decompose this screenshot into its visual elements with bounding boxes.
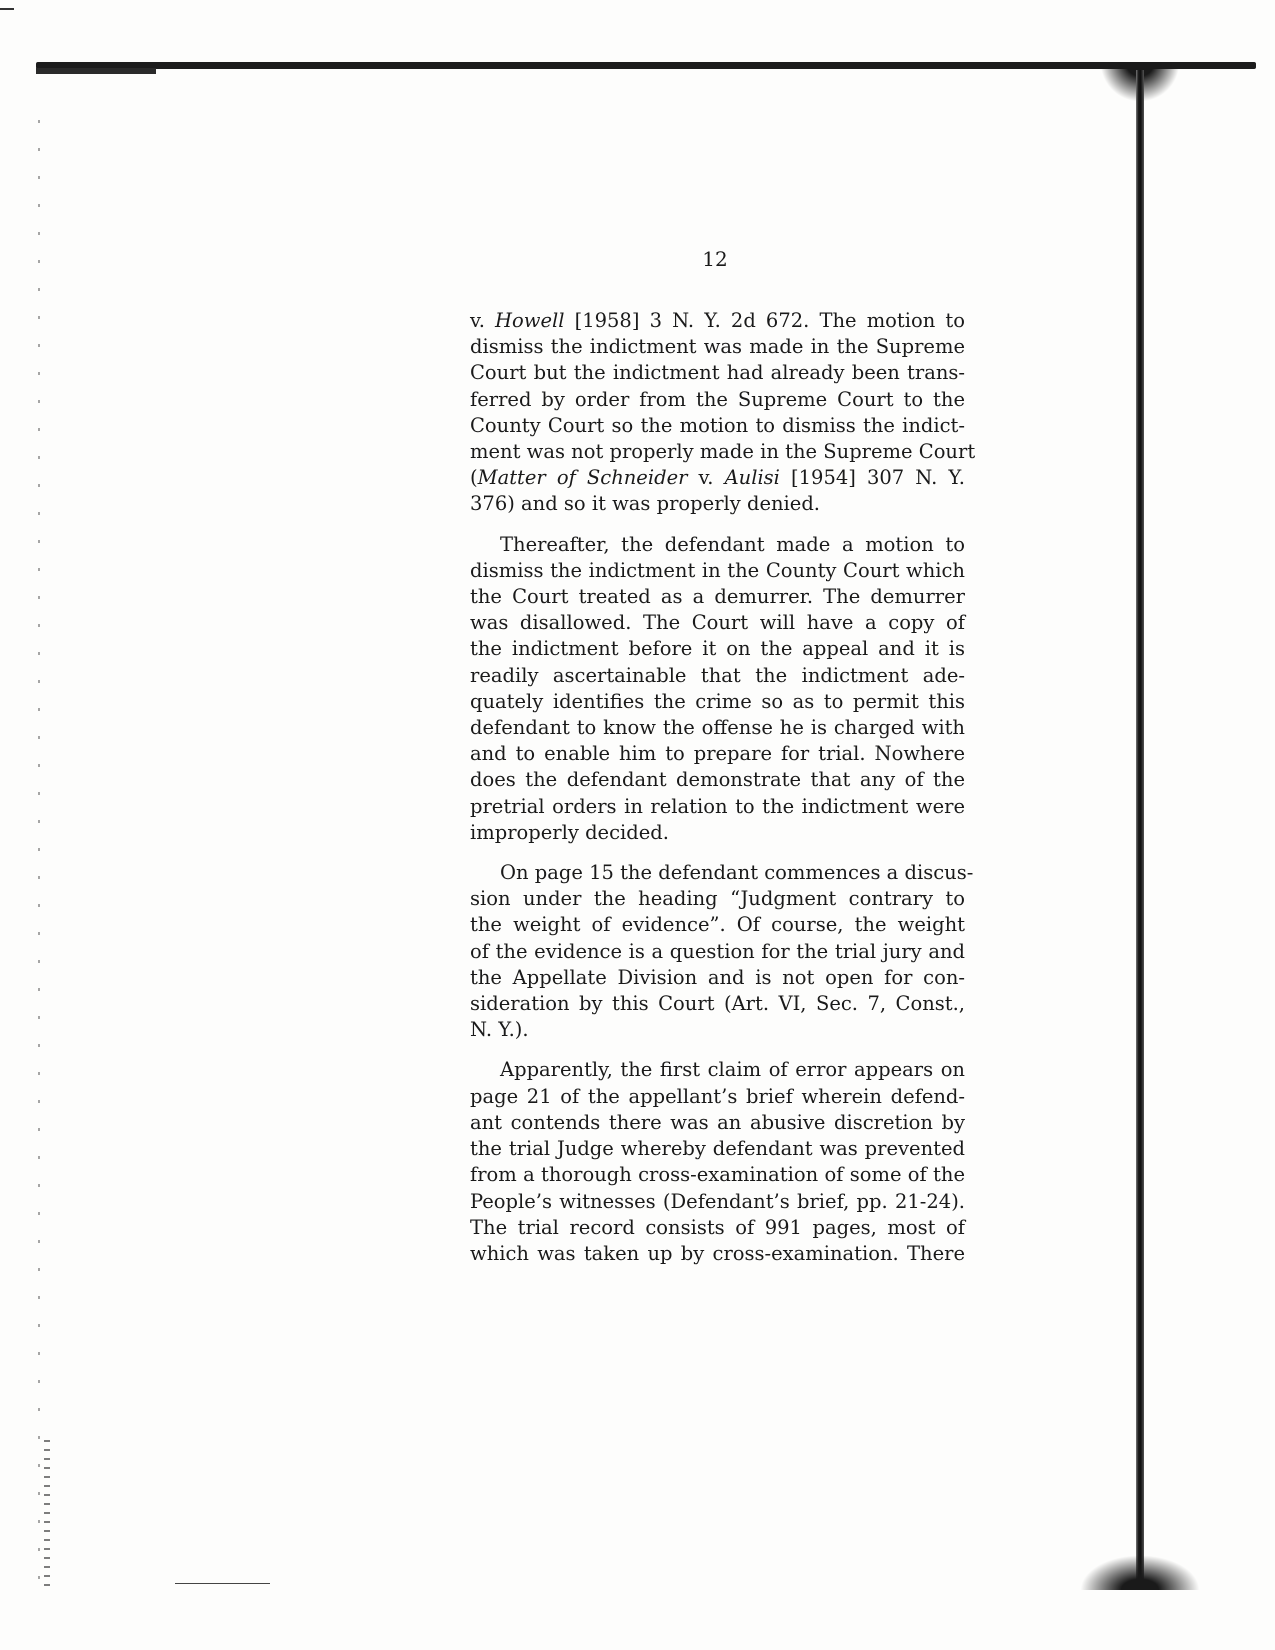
text-line bbox=[470, 1017, 965, 1043]
text-segment: the Appellate Division and is not open for con- bbox=[470, 965, 965, 989]
scan-binding-top-edge bbox=[36, 62, 1256, 69]
text-line bbox=[470, 387, 965, 413]
text-line bbox=[470, 939, 965, 965]
text-segment: the Court treated as a demurrer. The demurrer bbox=[470, 585, 965, 609]
text-segment: pretrial orders in relation to the indictment were bbox=[470, 794, 965, 818]
text-line bbox=[470, 1189, 965, 1215]
scan-artifact-bottom-line bbox=[175, 1583, 270, 1584]
text-segment: the weight of evidence”. Of course, the weight bbox=[470, 913, 965, 937]
text-segment: defendant to know the offense he is charged with bbox=[470, 716, 965, 740]
text-line bbox=[470, 1215, 965, 1241]
text-segment: was disallowed. The Court will have a copy of bbox=[470, 611, 965, 635]
text-segment: page 21 of the appellant’s brief wherein defend- bbox=[470, 1084, 965, 1108]
text-line bbox=[470, 610, 965, 636]
text-line bbox=[470, 715, 965, 741]
paragraph bbox=[470, 308, 976, 518]
text-line bbox=[470, 308, 965, 334]
text-line bbox=[470, 767, 965, 793]
text-segment: readily ascertainable that the indictment ade- bbox=[470, 663, 965, 687]
text-line bbox=[470, 965, 965, 991]
text-segment: 376) and so it was properly denied. bbox=[470, 492, 821, 516]
text-line bbox=[470, 1084, 965, 1110]
text-segment: ( bbox=[470, 466, 478, 490]
text-line bbox=[470, 860, 974, 886]
text-line bbox=[470, 1057, 965, 1083]
text-line bbox=[470, 820, 965, 846]
text-line bbox=[470, 584, 965, 610]
text-segment: County Court so the motion to dismiss the indict- bbox=[470, 413, 965, 437]
scan-artifact-left-smudge bbox=[44, 1440, 50, 1590]
text-segment: the trial Judge whereby defendant was prevented bbox=[470, 1137, 965, 1161]
text-line bbox=[470, 360, 965, 386]
text-segment: ferred by order from the Supreme Court to the bbox=[470, 387, 965, 411]
text-line bbox=[470, 912, 965, 938]
text-segment: improperly decided. bbox=[470, 820, 669, 844]
text-segment: and to enable him to prepare for trial. Nowhere bbox=[470, 742, 965, 766]
scan-binding-right-edge bbox=[1136, 70, 1144, 1580]
text-segment: sion under the heading “Judgment contrary to bbox=[470, 887, 965, 911]
scan-artifact-corner bbox=[0, 8, 14, 10]
text-line bbox=[470, 413, 965, 439]
text-segment: dismiss the indictment was made in the Supreme bbox=[470, 335, 965, 359]
text-segment: v. bbox=[687, 466, 725, 490]
text-line bbox=[470, 636, 965, 662]
text-segment: Apparently, the first claim of error appears on bbox=[500, 1058, 965, 1082]
text-segment: On page 15 the defendant commences a discus- bbox=[500, 861, 974, 885]
text-segment: quately identifies the crime so as to permit this bbox=[470, 689, 965, 713]
text-line bbox=[470, 558, 965, 584]
text-segment: the indictment before it on the appeal and it is bbox=[470, 637, 965, 661]
text-segment: ant contends there was an abusive discretion by bbox=[470, 1110, 965, 1134]
text-line bbox=[470, 794, 965, 820]
text-line bbox=[470, 532, 965, 558]
text-segment: v. bbox=[470, 309, 496, 332]
text-line bbox=[470, 1162, 965, 1188]
text-segment: sideration by this Court (Art. VI, Sec. 7, Const., bbox=[470, 992, 965, 1016]
case-name-italic: Aulisi bbox=[724, 466, 780, 490]
text-line bbox=[470, 886, 965, 912]
text-line bbox=[470, 491, 965, 517]
text-line bbox=[470, 741, 965, 767]
page-number: 12 bbox=[702, 247, 728, 271]
scan-artifact-left-dots bbox=[38, 120, 40, 1580]
text-segment: from a thorough cross-examination of some of the bbox=[470, 1163, 965, 1187]
text-line bbox=[470, 991, 965, 1017]
text-line bbox=[470, 334, 965, 360]
text-segment: does the defendant demonstrate that any of the bbox=[470, 768, 965, 792]
case-name-italic: Howell bbox=[495, 309, 565, 332]
text-segment: dismiss the indictment in the County Court which bbox=[470, 558, 965, 582]
scan-binding-top-left bbox=[36, 68, 156, 74]
paragraph bbox=[470, 1057, 965, 1267]
text-line bbox=[470, 1241, 965, 1267]
text-segment: of the evidence is a question for the trial jury and bbox=[470, 939, 965, 963]
paragraph bbox=[470, 532, 965, 846]
text-line bbox=[470, 1136, 965, 1162]
text-segment: which was taken up by cross-examination. There bbox=[470, 1241, 965, 1265]
text-segment: Court but the indictment had already been trans- bbox=[470, 361, 965, 385]
text-line bbox=[470, 1110, 965, 1136]
text-line bbox=[470, 689, 965, 715]
text-segment: [1958] 3 N. Y. 2d 672. The motion to bbox=[564, 309, 965, 332]
body-text bbox=[470, 308, 976, 1281]
text-segment: The trial record consists of 991 pages, most of bbox=[470, 1215, 965, 1239]
text-line bbox=[470, 465, 965, 491]
scan-binding-flare-bottom bbox=[1080, 1555, 1200, 1590]
text-segment: ment was not properly made in the Supreme Court bbox=[470, 440, 976, 464]
text-segment: Thereafter, the defendant made a motion to bbox=[500, 532, 965, 556]
text-segment: People’s witnesses (Defendant’s brief, pp. 21-24). bbox=[470, 1189, 965, 1213]
case-name-italic: Matter of Schneider bbox=[477, 466, 688, 490]
text-line bbox=[470, 663, 965, 689]
text-segment: N. Y.). bbox=[470, 1018, 529, 1042]
text-line bbox=[470, 439, 976, 465]
paragraph bbox=[470, 860, 974, 1043]
text-segment: [1954] 307 N. Y. bbox=[779, 466, 965, 490]
